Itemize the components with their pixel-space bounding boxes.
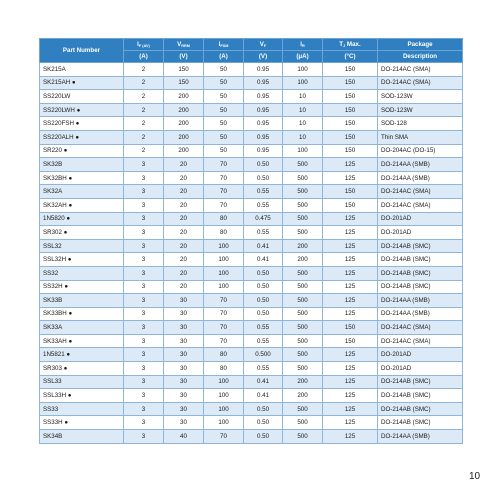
cell-tj-max: 125	[323, 226, 378, 240]
cell-package: Thin SMA	[378, 130, 463, 144]
cell-vrrm: 200	[164, 130, 204, 144]
cell-part-number: 1N5820 ●	[40, 212, 124, 226]
cell-part-number: SS220FSH ●	[40, 117, 124, 131]
cell-part-number: SS220LW	[40, 90, 124, 104]
table-row	[40, 307, 463, 321]
cell-package: DO-214AB (SMC)	[378, 266, 463, 280]
unit-vrrm: (V)	[164, 51, 204, 63]
cell-ir: 500	[283, 171, 323, 185]
unit-vf: (V)	[244, 51, 283, 63]
table-row	[40, 389, 463, 403]
cell-ifsm: 50	[204, 103, 244, 117]
cell-part-number: SR220 ●	[40, 144, 124, 158]
header-symbol: T	[339, 41, 344, 48]
cell-ir: 10	[283, 117, 323, 131]
cell-if-av: 3	[124, 375, 164, 389]
cell-vf: 0.41	[244, 253, 283, 267]
cell-part-number: 1N5821 ●	[40, 348, 124, 362]
cell-tj-max: 150	[323, 144, 378, 158]
unit-ifsm: (A)	[204, 51, 244, 63]
cell-ifsm: 80	[204, 348, 244, 362]
cell-ifsm: 70	[204, 294, 244, 308]
cell-vrrm: 30	[164, 348, 204, 362]
cell-tj-max: 150	[323, 76, 378, 90]
cell-ifsm: 50	[204, 130, 244, 144]
cell-tj-max: 125	[323, 239, 378, 253]
cell-package: DO-214AA (SMB)	[378, 171, 463, 185]
cell-ir: 200	[283, 253, 323, 267]
cell-if-av: 3	[124, 226, 164, 240]
cell-vf: 0.50	[244, 416, 283, 430]
header-suffix: Max.	[345, 41, 361, 48]
table-body	[40, 63, 463, 444]
header-tj-max	[323, 39, 378, 51]
cell-ifsm: 50	[204, 90, 244, 104]
cell-tj-max: 125	[323, 266, 378, 280]
header-ir	[283, 39, 323, 51]
cell-vf: 0.95	[244, 76, 283, 90]
cell-vrrm: 200	[164, 144, 204, 158]
cell-tj-max: 125	[323, 253, 378, 267]
cell-package: DO-214AB (SMC)	[378, 402, 463, 416]
cell-vf: 0.475	[244, 212, 283, 226]
table-row	[40, 198, 463, 212]
cell-vf: 0.95	[244, 103, 283, 117]
table-row	[40, 362, 463, 376]
cell-part-number: SK32AH ●	[40, 198, 124, 212]
cell-tj-max: 150	[323, 117, 378, 131]
cell-part-number: SK215A	[40, 63, 124, 77]
cell-vf: 0.41	[244, 389, 283, 403]
cell-package: DO-214AC (SMA)	[378, 321, 463, 335]
table-row	[40, 402, 463, 416]
cell-ifsm: 80	[204, 212, 244, 226]
table-row	[40, 117, 463, 131]
cell-ir: 10	[283, 103, 323, 117]
cell-vf: 0.95	[244, 63, 283, 77]
cell-ir: 500	[283, 362, 323, 376]
cell-vf: 0.55	[244, 226, 283, 240]
table-row	[40, 239, 463, 253]
cell-ifsm: 50	[204, 63, 244, 77]
table-row	[40, 294, 463, 308]
cell-if-av: 2	[124, 63, 164, 77]
cell-vrrm: 150	[164, 63, 204, 77]
page-number: 10	[469, 471, 481, 482]
cell-vf: 0.55	[244, 334, 283, 348]
table-row	[40, 63, 463, 77]
cell-package: DO-201AD	[378, 348, 463, 362]
cell-vrrm: 20	[164, 198, 204, 212]
header-symbol: V	[177, 41, 182, 48]
cell-part-number: SK32A	[40, 185, 124, 199]
cell-ifsm: 70	[204, 198, 244, 212]
cell-package: SOD-128	[378, 117, 463, 131]
cell-ir: 100	[283, 63, 323, 77]
cell-package: DO-214AA (SMB)	[378, 430, 463, 444]
cell-part-number: SK33BH ●	[40, 307, 124, 321]
cell-if-av: 3	[124, 198, 164, 212]
cell-if-av: 3	[124, 185, 164, 199]
cell-package: DO-201AD	[378, 212, 463, 226]
cell-tj-max: 125	[323, 389, 378, 403]
cell-vrrm: 30	[164, 375, 204, 389]
cell-if-av: 2	[124, 130, 164, 144]
cell-vrrm: 40	[164, 430, 204, 444]
cell-tj-max: 125	[323, 307, 378, 321]
table-row	[40, 430, 463, 444]
cell-ifsm: 80	[204, 362, 244, 376]
cell-ir: 10	[283, 90, 323, 104]
cell-if-av: 3	[124, 171, 164, 185]
cell-tj-max: 125	[323, 348, 378, 362]
cell-if-av: 3	[124, 212, 164, 226]
cell-vrrm: 20	[164, 280, 204, 294]
cell-part-number: SSL33H ●	[40, 389, 124, 403]
cell-vf: 0.50	[244, 280, 283, 294]
cell-if-av: 3	[124, 266, 164, 280]
cell-package: DO-214AA (SMB)	[378, 294, 463, 308]
cell-ifsm: 80	[204, 226, 244, 240]
cell-if-av: 3	[124, 158, 164, 172]
cell-ifsm: 70	[204, 334, 244, 348]
cell-tj-max: 150	[323, 321, 378, 335]
cell-vrrm: 20	[164, 158, 204, 172]
table-row	[40, 321, 463, 335]
cell-vf: 0.55	[244, 198, 283, 212]
header-subscript: F (AV)	[138, 44, 150, 48]
cell-package: DO-214AC (SMA)	[378, 185, 463, 199]
table-row	[40, 253, 463, 267]
cell-if-av: 2	[124, 103, 164, 117]
cell-if-av: 3	[124, 416, 164, 430]
unit-package: Description	[378, 51, 463, 63]
cell-package: DO-214AB (SMC)	[378, 239, 463, 253]
cell-vrrm: 20	[164, 212, 204, 226]
cell-vf: 0.50	[244, 158, 283, 172]
cell-vrrm: 20	[164, 171, 204, 185]
cell-tj-max: 150	[323, 198, 378, 212]
cell-ifsm: 100	[204, 266, 244, 280]
cell-package: SOD-123W	[378, 103, 463, 117]
header-subscript: F	[263, 44, 267, 48]
cell-ifsm: 70	[204, 430, 244, 444]
cell-if-av: 3	[124, 348, 164, 362]
cell-vf: 0.55	[244, 362, 283, 376]
cell-package: DO-214AB (SMC)	[378, 253, 463, 267]
cell-package: DO-214AB (SMC)	[378, 375, 463, 389]
cell-vf: 0.95	[244, 144, 283, 158]
cell-package: DO-214AA (SMB)	[378, 307, 463, 321]
cell-part-number: SSL33	[40, 375, 124, 389]
cell-ir: 500	[283, 334, 323, 348]
cell-package: DO-214AA (SMB)	[378, 158, 463, 172]
cell-ifsm: 100	[204, 402, 244, 416]
cell-if-av: 3	[124, 294, 164, 308]
cell-package: DO-214AB (SMC)	[378, 389, 463, 403]
table-row	[40, 76, 463, 90]
cell-package: DO-214AC (SMA)	[378, 334, 463, 348]
header-subscript: R	[301, 44, 305, 48]
cell-package: DO-201AD	[378, 226, 463, 240]
cell-tj-max: 125	[323, 280, 378, 294]
datasheet-table	[39, 38, 463, 444]
cell-ir: 500	[283, 430, 323, 444]
cell-ifsm: 100	[204, 253, 244, 267]
header-symbol: I	[300, 41, 302, 48]
cell-vrrm: 30	[164, 294, 204, 308]
cell-tj-max: 150	[323, 90, 378, 104]
cell-vrrm: 20	[164, 266, 204, 280]
cell-ifsm: 70	[204, 307, 244, 321]
cell-vf: 0.41	[244, 239, 283, 253]
cell-vf: 0.55	[244, 321, 283, 335]
cell-tj-max: 150	[323, 103, 378, 117]
table-row	[40, 212, 463, 226]
cell-vf: 0.50	[244, 307, 283, 321]
cell-tj-max: 150	[323, 334, 378, 348]
header-package: Package	[378, 39, 463, 51]
cell-vrrm: 30	[164, 402, 204, 416]
cell-tj-max: 150	[323, 130, 378, 144]
cell-vf: 0.95	[244, 130, 283, 144]
cell-tj-max: 125	[323, 294, 378, 308]
cell-part-number: SS220LWH ●	[40, 103, 124, 117]
cell-ir: 200	[283, 239, 323, 253]
cell-if-av: 3	[124, 321, 164, 335]
unit-tj: (°C)	[323, 51, 378, 63]
cell-vf: 0.50	[244, 266, 283, 280]
cell-part-number: SS33	[40, 402, 124, 416]
cell-vrrm: 200	[164, 103, 204, 117]
cell-vf: 0.95	[244, 90, 283, 104]
cell-vf: 0.50	[244, 430, 283, 444]
cell-vrrm: 200	[164, 90, 204, 104]
cell-ifsm: 100	[204, 239, 244, 253]
cell-ifsm: 100	[204, 416, 244, 430]
table-row	[40, 266, 463, 280]
header-vrrm	[164, 39, 204, 51]
cell-vf: 0.41	[244, 375, 283, 389]
table-row	[40, 185, 463, 199]
cell-tj-max: 125	[323, 212, 378, 226]
header-if-av	[124, 39, 164, 51]
cell-vrrm: 200	[164, 117, 204, 131]
cell-tj-max: 125	[323, 416, 378, 430]
cell-part-number: SS32H ●	[40, 280, 124, 294]
header-symbol: I	[137, 41, 139, 48]
cell-if-av: 3	[124, 280, 164, 294]
cell-vrrm: 30	[164, 321, 204, 335]
cell-ir: 500	[283, 212, 323, 226]
table-row	[40, 348, 463, 362]
cell-ir: 500	[283, 348, 323, 362]
cell-ir: 500	[283, 226, 323, 240]
header-subscript: FSM	[220, 44, 229, 48]
cell-if-av: 3	[124, 334, 164, 348]
cell-package: SOD-123W	[378, 90, 463, 104]
table-row	[40, 90, 463, 104]
table-row	[40, 144, 463, 158]
cell-part-number: SK32BH ●	[40, 171, 124, 185]
cell-if-av: 3	[124, 430, 164, 444]
cell-tj-max: 125	[323, 171, 378, 185]
cell-part-number: SSL32	[40, 239, 124, 253]
cell-package: DO-214AB (SMC)	[378, 416, 463, 430]
cell-part-number: SK33B	[40, 294, 124, 308]
cell-part-number: SSL32H ●	[40, 253, 124, 267]
cell-vrrm: 20	[164, 253, 204, 267]
table-row	[40, 334, 463, 348]
cell-vf: 0.50	[244, 171, 283, 185]
cell-part-number: SK34B	[40, 430, 124, 444]
cell-ir: 100	[283, 76, 323, 90]
cell-part-number: SK32B	[40, 158, 124, 172]
table-header	[40, 39, 463, 63]
cell-part-number: SK33AH ●	[40, 334, 124, 348]
cell-ifsm: 70	[204, 185, 244, 199]
cell-vrrm: 20	[164, 239, 204, 253]
cell-ir: 500	[283, 266, 323, 280]
unit-ir: (μA)	[283, 51, 323, 63]
cell-if-av: 3	[124, 307, 164, 321]
cell-if-av: 2	[124, 117, 164, 131]
cell-ir: 500	[283, 158, 323, 172]
cell-ifsm: 70	[204, 171, 244, 185]
cell-if-av: 2	[124, 76, 164, 90]
cell-vrrm: 30	[164, 307, 204, 321]
cell-ir: 100	[283, 144, 323, 158]
cell-vrrm: 30	[164, 389, 204, 403]
cell-ifsm: 50	[204, 117, 244, 131]
cell-if-av: 2	[124, 144, 164, 158]
cell-ifsm: 50	[204, 144, 244, 158]
cell-if-av: 3	[124, 402, 164, 416]
cell-ifsm: 70	[204, 158, 244, 172]
table-row	[40, 171, 463, 185]
cell-vf: 0.50	[244, 294, 283, 308]
cell-vf: 0.50	[244, 402, 283, 416]
cell-ir: 200	[283, 375, 323, 389]
cell-package: DO-214AC (SMA)	[378, 198, 463, 212]
cell-ifsm: 100	[204, 280, 244, 294]
cell-if-av: 3	[124, 389, 164, 403]
cell-vrrm: 20	[164, 226, 204, 240]
table-row	[40, 226, 463, 240]
cell-ir: 500	[283, 280, 323, 294]
cell-ifsm: 50	[204, 76, 244, 90]
header-subscript: J	[343, 44, 346, 48]
cell-package: DO-214AC (SMA)	[378, 63, 463, 77]
cell-part-number: SR302 ●	[40, 226, 124, 240]
cell-vrrm: 30	[164, 416, 204, 430]
cell-vrrm: 150	[164, 76, 204, 90]
cell-if-av: 3	[124, 253, 164, 267]
table-row	[40, 416, 463, 430]
table-row	[40, 280, 463, 294]
cell-ifsm: 70	[204, 321, 244, 335]
header-symbol: I	[218, 41, 221, 48]
header-vf	[244, 39, 283, 51]
cell-ir: 500	[283, 321, 323, 335]
cell-ifsm: 100	[204, 375, 244, 389]
cell-vrrm: 30	[164, 362, 204, 376]
cell-if-av: 3	[124, 362, 164, 376]
table-row	[40, 375, 463, 389]
cell-tj-max: 125	[323, 402, 378, 416]
cell-if-av: 2	[124, 90, 164, 104]
cell-ir: 500	[283, 307, 323, 321]
table-row	[40, 103, 463, 117]
cell-tj-max: 125	[323, 375, 378, 389]
header-subscript: RRM	[181, 44, 190, 48]
cell-if-av: 3	[124, 239, 164, 253]
table-row	[40, 130, 463, 144]
cell-ifsm: 100	[204, 389, 244, 403]
cell-package: DO-214AB (SMC)	[378, 280, 463, 294]
cell-tj-max: 125	[323, 430, 378, 444]
cell-vrrm: 20	[164, 185, 204, 199]
cell-ir: 500	[283, 185, 323, 199]
cell-ir: 200	[283, 389, 323, 403]
unit-if-av: (A)	[124, 51, 164, 63]
cell-tj-max: 125	[323, 158, 378, 172]
cell-tj-max: 150	[323, 63, 378, 77]
cell-part-number: SR303 ●	[40, 362, 124, 376]
cell-part-number: SK33A	[40, 321, 124, 335]
cell-part-number: SS32	[40, 266, 124, 280]
cell-tj-max: 125	[323, 362, 378, 376]
cell-vrrm: 30	[164, 334, 204, 348]
cell-part-number: SS33H ●	[40, 416, 124, 430]
cell-ir: 500	[283, 294, 323, 308]
header-ifsm	[204, 39, 244, 51]
cell-package: DO-201AD	[378, 362, 463, 376]
cell-package: DO-204AC (DO-15)	[378, 144, 463, 158]
cell-ir: 500	[283, 198, 323, 212]
cell-vf: 0.55	[244, 185, 283, 199]
header-symbol: V	[259, 41, 264, 48]
cell-ir: 10	[283, 130, 323, 144]
cell-vf: 0.95	[244, 117, 283, 131]
cell-ir: 500	[283, 416, 323, 430]
cell-tj-max: 150	[323, 185, 378, 199]
cell-part-number: SS220ALH ●	[40, 130, 124, 144]
header-part-number: Part Number	[40, 39, 124, 63]
header-row-names	[40, 39, 463, 51]
cell-ir: 500	[283, 402, 323, 416]
cell-part-number: SK215AH ●	[40, 76, 124, 90]
cell-package: DO-214AC (SMA)	[378, 76, 463, 90]
cell-vf: 0.500	[244, 348, 283, 362]
table-row	[40, 158, 463, 172]
